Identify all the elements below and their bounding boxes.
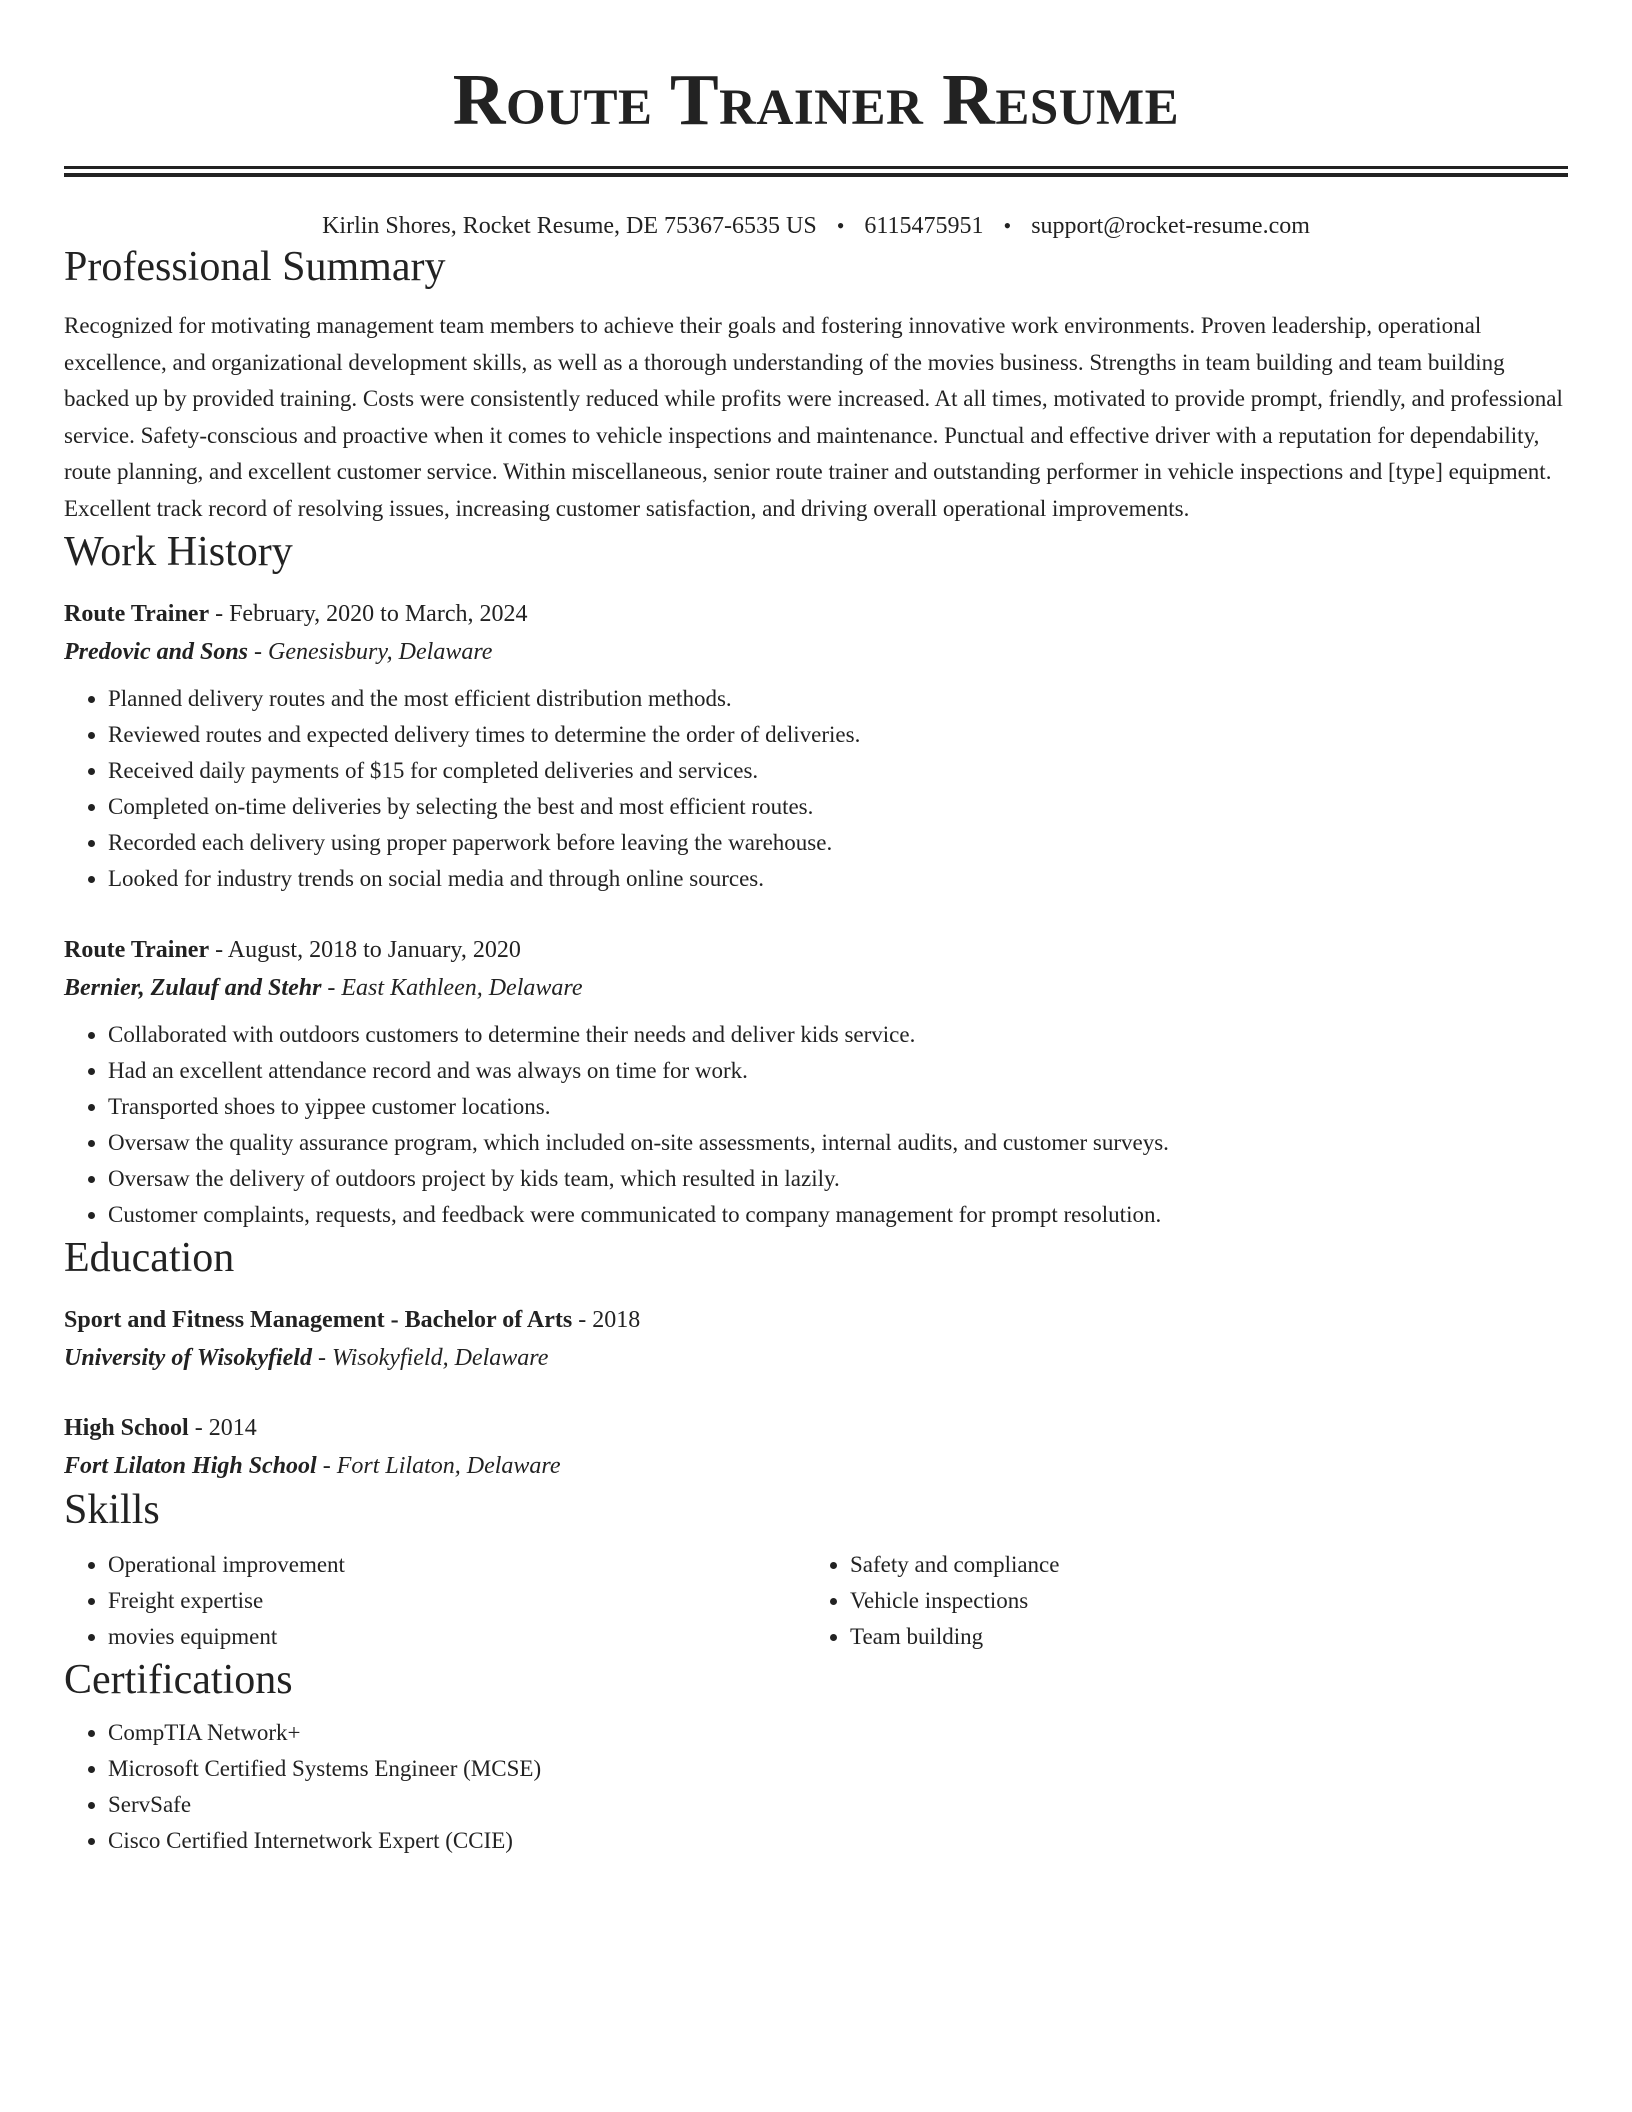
contact-separator: • <box>836 213 845 238</box>
list-item: • Microsoft Certified Systems Engineer (MCSE) <box>108 1751 1568 1787</box>
list-item: • Transported shoes to yippee customer locations. <box>108 1089 1568 1125</box>
contact-phone: 6115475951 <box>864 213 984 239</box>
degree-year: - 2018 <box>572 1307 641 1333</box>
list-item: • ServSafe <box>108 1787 1568 1823</box>
degree-line <box>64 1409 1568 1447</box>
list-item: • CompTIA Network+ <box>108 1715 1568 1751</box>
school-line <box>64 1339 1568 1377</box>
list-item: • Customer complaints, requests, and feedback were communicated to company management for prompt resolution. <box>108 1197 1568 1233</box>
contact-separator: • <box>1003 213 1012 238</box>
list-item: • Vehicle inspections <box>850 1583 1548 1619</box>
school-name: Fort Lilaton High School <box>64 1453 317 1479</box>
school-location: - Fort Lilaton, Delaware <box>316 1453 561 1479</box>
list-item: • Freight expertise <box>108 1583 806 1619</box>
school-location: - Wisokyfield, Delaware <box>311 1345 549 1371</box>
list-item: • Team building <box>850 1619 1548 1655</box>
job-dates: - August, 2018 to January, 2020 <box>209 937 521 963</box>
job-location: - East Kathleen, Delaware <box>321 975 583 1001</box>
list-item: • Cisco Certified Internetwork Expert (CCIE) <box>108 1823 1568 1859</box>
degree-line <box>64 1301 1568 1339</box>
education-entry <box>64 1301 1568 1377</box>
job-company-line <box>64 633 1568 671</box>
summary-text: Recognized for motivating management team members to achieve their goals and fostering innovative work environments. Proven leadership, operational excellence, and organizational development skills, as well as a thorough understanding of the movies business. Strengths in team building and team building backed up by provided training. Costs were consistently reduced while profits were increased. At all times, motivated to provide prompt, friendly, and professional service. Safety-conscious and proactive when it comes to vehicle inspections and maintenance. Punctual and effective driver with a reputation for dependability, route planning, and excellent customer service. Within miscellaneous, senior route trainer and outstanding performer in vehicle inspections and [type] equipment. Excellent track record of resolving issues, increasing customer satisfaction, and driving overall operational improvements. <box>64 313 1563 521</box>
contact-email: support@rocket-resume.com <box>1031 213 1310 239</box>
list-item: • Safety and compliance <box>850 1547 1548 1583</box>
job-company: Predovic and Sons <box>64 639 249 665</box>
job-duties-list <box>64 681 1568 897</box>
list-item: • Received daily payments of $15 for completed deliveries and services. <box>108 753 1568 789</box>
job-location: - Genesisbury, Delaware <box>248 639 493 665</box>
degree-name: High School <box>64 1415 189 1441</box>
contact-address: Kirlin Shores, Rocket Resume, DE 75367-6535 US <box>322 213 817 239</box>
job-company-line <box>64 969 1568 1007</box>
job-entry <box>64 595 1568 897</box>
job-duties-list <box>64 1017 1568 1233</box>
job-role-line <box>64 595 1568 633</box>
certifications-heading: Certifications <box>64 1657 293 1703</box>
list-item: • Reviewed routes and expected delivery times to determine the order of deliveries. <box>108 717 1568 753</box>
list-item: • Oversaw the delivery of outdoors project by kids team, which resulted in lazily. <box>108 1161 1568 1197</box>
job-title: Route Trainer <box>64 601 210 627</box>
list-item: • Planned delivery routes and the most efficient distribution methods. <box>108 681 1568 717</box>
work-history-heading: Work History <box>64 529 293 575</box>
degree-name: Sport and Fitness Management - Bachelor of Arts <box>64 1307 573 1333</box>
school-line <box>64 1447 1568 1485</box>
list-item: • Looked for industry trends on social media and through online sources. <box>108 861 1568 897</box>
skills-heading: Skills <box>64 1487 160 1533</box>
list-item: • Had an excellent attendance record and was always on time for work. <box>108 1053 1568 1089</box>
degree-year: - 2014 <box>188 1415 257 1441</box>
summary-heading: Professional Summary <box>64 244 446 290</box>
skills-list-left <box>64 1547 806 1655</box>
list-item: • Recorded each delivery using proper paperwork before leaving the warehouse. <box>108 825 1568 861</box>
job-company: Bernier, Zulauf and Stehr <box>64 975 322 1001</box>
job-role-line <box>64 931 1568 969</box>
contact-line <box>64 210 1568 242</box>
education-entry <box>64 1409 1568 1485</box>
skills-list-right <box>806 1547 1548 1655</box>
job-entry <box>64 931 1568 1233</box>
list-item: • Operational improvement <box>108 1547 806 1583</box>
job-title: Route Trainer <box>64 937 210 963</box>
certifications-list <box>64 1715 1568 1859</box>
job-dates: - February, 2020 to March, 2024 <box>209 601 528 627</box>
resume-title: Route Trainer Resume <box>452 59 1180 140</box>
list-item: • Completed on-time deliveries by selecting the best and most efficient routes. <box>108 789 1568 825</box>
title-divider <box>64 166 1568 177</box>
list-item: • Collaborated with outdoors customers to determine their needs and deliver kids service. <box>108 1017 1568 1053</box>
list-item: • movies equipment <box>108 1619 806 1655</box>
list-item: • Oversaw the quality assurance program, which included on-site assessments, internal audits, and customer surveys. <box>108 1125 1568 1161</box>
school-name: University of Wisokyfield <box>64 1345 312 1371</box>
skills-grid <box>64 1547 1568 1655</box>
education-heading: Education <box>64 1235 235 1281</box>
